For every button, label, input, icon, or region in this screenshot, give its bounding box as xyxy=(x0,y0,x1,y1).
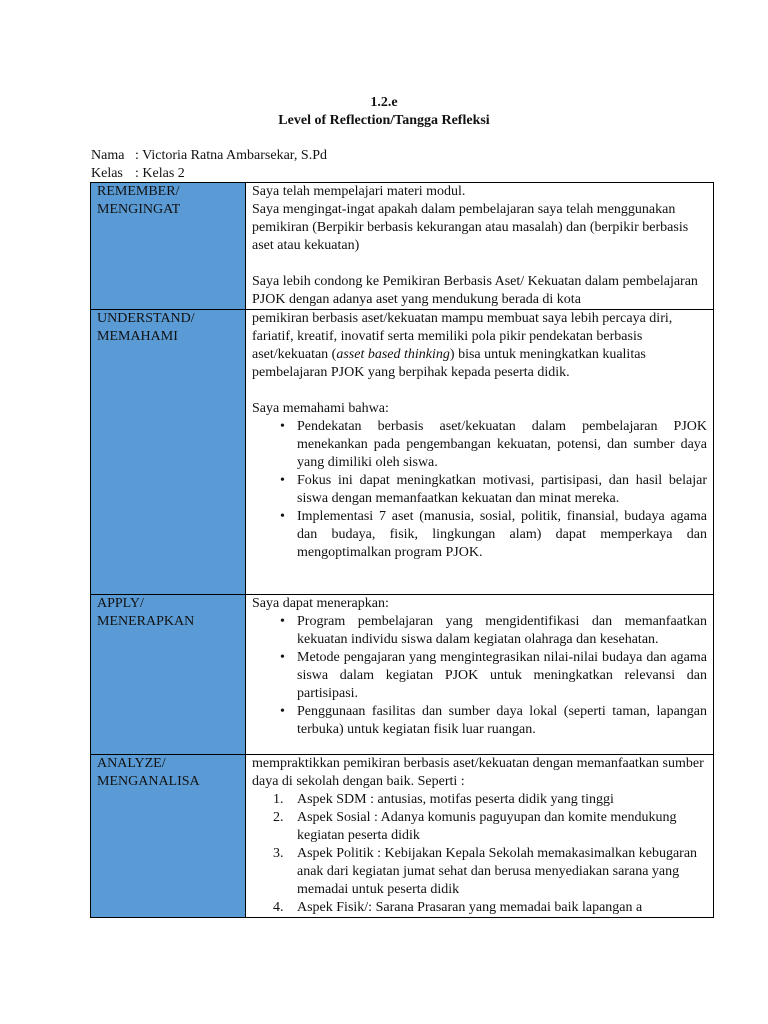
list-item-text: Aspek Sosial : Adanya komunis paguyupan dan komite mendukung kegiatan peserta didik xyxy=(297,810,677,843)
level-label-line2: MENGINGAT xyxy=(97,202,181,217)
list-item xyxy=(252,613,707,649)
level-cell-apply xyxy=(91,595,246,755)
level-label-line1: REMEMBER/ xyxy=(97,184,180,199)
table-row-understand xyxy=(91,310,714,595)
level-label-line2: MENGANALISA xyxy=(97,774,200,789)
list-item-text: Aspek Politik : Kebijakan Kepala Sekolah memakasimalkan kebugaran anak dari kegiatan jumat sehat dan berusa menyediakan sarana yang memadai untuk peserta didik xyxy=(297,846,698,897)
class-line xyxy=(91,165,185,183)
list-item xyxy=(252,791,707,809)
list-number: 2. xyxy=(273,810,284,825)
list-item xyxy=(252,899,707,917)
understand-intro: Saya memahami bahwa: xyxy=(252,401,389,416)
list-item-text: Program pembelajaran yang mengidentifikasi dan memanfaatkan kekuatan individu siswa dalam kegiatan olahraga dan kesehatan. xyxy=(297,614,707,647)
list-item xyxy=(252,703,707,739)
table-row-analyze xyxy=(91,755,714,918)
paragraph-gap xyxy=(252,255,707,273)
apply-intro: Saya dapat menerapkan: xyxy=(252,596,389,611)
list-number: 4. xyxy=(273,900,284,915)
level-label-line2: MENERAPKAN xyxy=(97,614,195,629)
bullet-dot-icon: • xyxy=(280,704,285,719)
name-value: : Victoria Ratna Ambarsekar, S.Pd xyxy=(135,148,327,163)
level-cell-remember xyxy=(91,183,246,310)
understand-text-a: pemikiran berbasis aset/kekuatan mampu membuat saya lebih percaya diri, fariatif, kreatif, inovatif serta memiliki pola pikir pendekatan berbasis aset/kekuatan ( xyxy=(252,311,673,362)
name-line xyxy=(91,147,327,165)
list-item xyxy=(252,845,707,899)
list-item-text: Implementasi 7 aset (manusia, sosial, politik, finansial, budaya agama dan budaya, fisik, lingkungan alam) dapat memperkaya dan mengoptimalkan program PJOK. xyxy=(297,509,707,560)
remember-paragraph-3: Saya lebih condong ke Pemikiran Berbasis Aset/ Kekuatan dalam pembelajaran PJOK dengan adanya aset yang mendukung berada di kota xyxy=(252,274,698,307)
class-label: Kelas xyxy=(91,166,123,181)
bullet-dot-icon: • xyxy=(280,419,285,434)
understand-paragraph-1 xyxy=(252,310,707,382)
list-item-text: Pendekatan berbasis aset/kekuatan dalam pembelajaran PJOK menekankan pada pengembangan kekuatan, potensi, dan sumber daya yang dimiliki oleh siswa. xyxy=(297,419,707,470)
list-item xyxy=(252,472,707,508)
content-cell-analyze xyxy=(246,755,714,918)
list-item-text: Penggunaan fasilitas dan sumber daya lokal (seperti taman, lapangan terbuka) untuk kegiatan fisik luar ruangan. xyxy=(297,704,707,737)
page-title: Level of Reflection/Tangga Refleksi xyxy=(278,113,490,128)
level-cell-analyze xyxy=(91,755,246,918)
level-label-line1: APPLY/ xyxy=(97,596,144,611)
level-label-line1: ANALYZE/ xyxy=(97,756,166,771)
bullet-dot-icon: • xyxy=(280,509,285,524)
bullet-dot-icon: • xyxy=(280,473,285,488)
list-item-text: Metode pengajaran yang mengintegrasikan nilai-nilai budaya dan agama siswa dalam kegiatan PJOK untuk meningkatkan relevansi dan partisipasi. xyxy=(297,650,707,701)
list-item xyxy=(252,649,707,703)
bullet-dot-icon: • xyxy=(280,614,285,629)
remember-paragraph-2: Saya mengingat-ingat apakah dalam pembelajaran saya telah menggunakan pemikiran (Berpikir berbasis kekurangan atau masalah) dan (berpikir berbasis aset atau kekuatan) xyxy=(252,202,689,253)
content-cell-apply xyxy=(246,595,714,755)
name-label: Nama xyxy=(91,148,125,163)
bullet-dot-icon: • xyxy=(280,650,285,665)
level-cell-understand xyxy=(91,310,246,595)
content-cell-remember xyxy=(246,183,714,310)
list-item-text: Aspek SDM : antusias, motifas peserta didik yang tinggi xyxy=(297,792,614,807)
analyze-intro: mempraktikkan pemikiran berbasis aset/kekuatan dengan memanfaatkan sumber daya di sekolah dengan baik. Seperti : xyxy=(252,756,704,789)
understand-italic-term: asset based thinking xyxy=(336,347,450,362)
table-row-remember xyxy=(91,183,714,310)
reflection-table xyxy=(90,182,714,918)
level-label-line2: MEMAHAMI xyxy=(97,329,178,344)
level-label-line1: UNDERSTAND/ xyxy=(97,311,195,326)
class-value: : Kelas 2 xyxy=(135,166,185,181)
apply-bullet-list xyxy=(252,613,707,739)
table-row-apply xyxy=(91,595,714,755)
list-item xyxy=(252,508,707,562)
list-item-text: Fokus ini dapat meningkatkan motivasi, partisipasi, dan hasil belajar siswa dengan memanfaatkan kekuatan dan minat mereka. xyxy=(297,473,707,506)
list-number: 1. xyxy=(273,792,284,807)
understand-text-b: ) bisa untuk meningkatkan kualitas pembelajaran PJOK yang berpihak kepada peserta didik. xyxy=(252,347,646,380)
analyze-numbered-list xyxy=(252,791,707,917)
list-item-text: Aspek Fisik/: Sarana Prasaran yang memadai baik lapangan a xyxy=(297,900,643,915)
paragraph-gap xyxy=(252,382,707,400)
understand-bullet-list xyxy=(252,418,707,562)
section-number: 1.2.e xyxy=(370,95,398,110)
content-cell-understand xyxy=(246,310,714,595)
list-item xyxy=(252,809,707,845)
list-number: 3. xyxy=(273,846,284,861)
remember-paragraph-1: Saya telah mempelajari materi modul. xyxy=(252,184,466,199)
list-item xyxy=(252,418,707,472)
